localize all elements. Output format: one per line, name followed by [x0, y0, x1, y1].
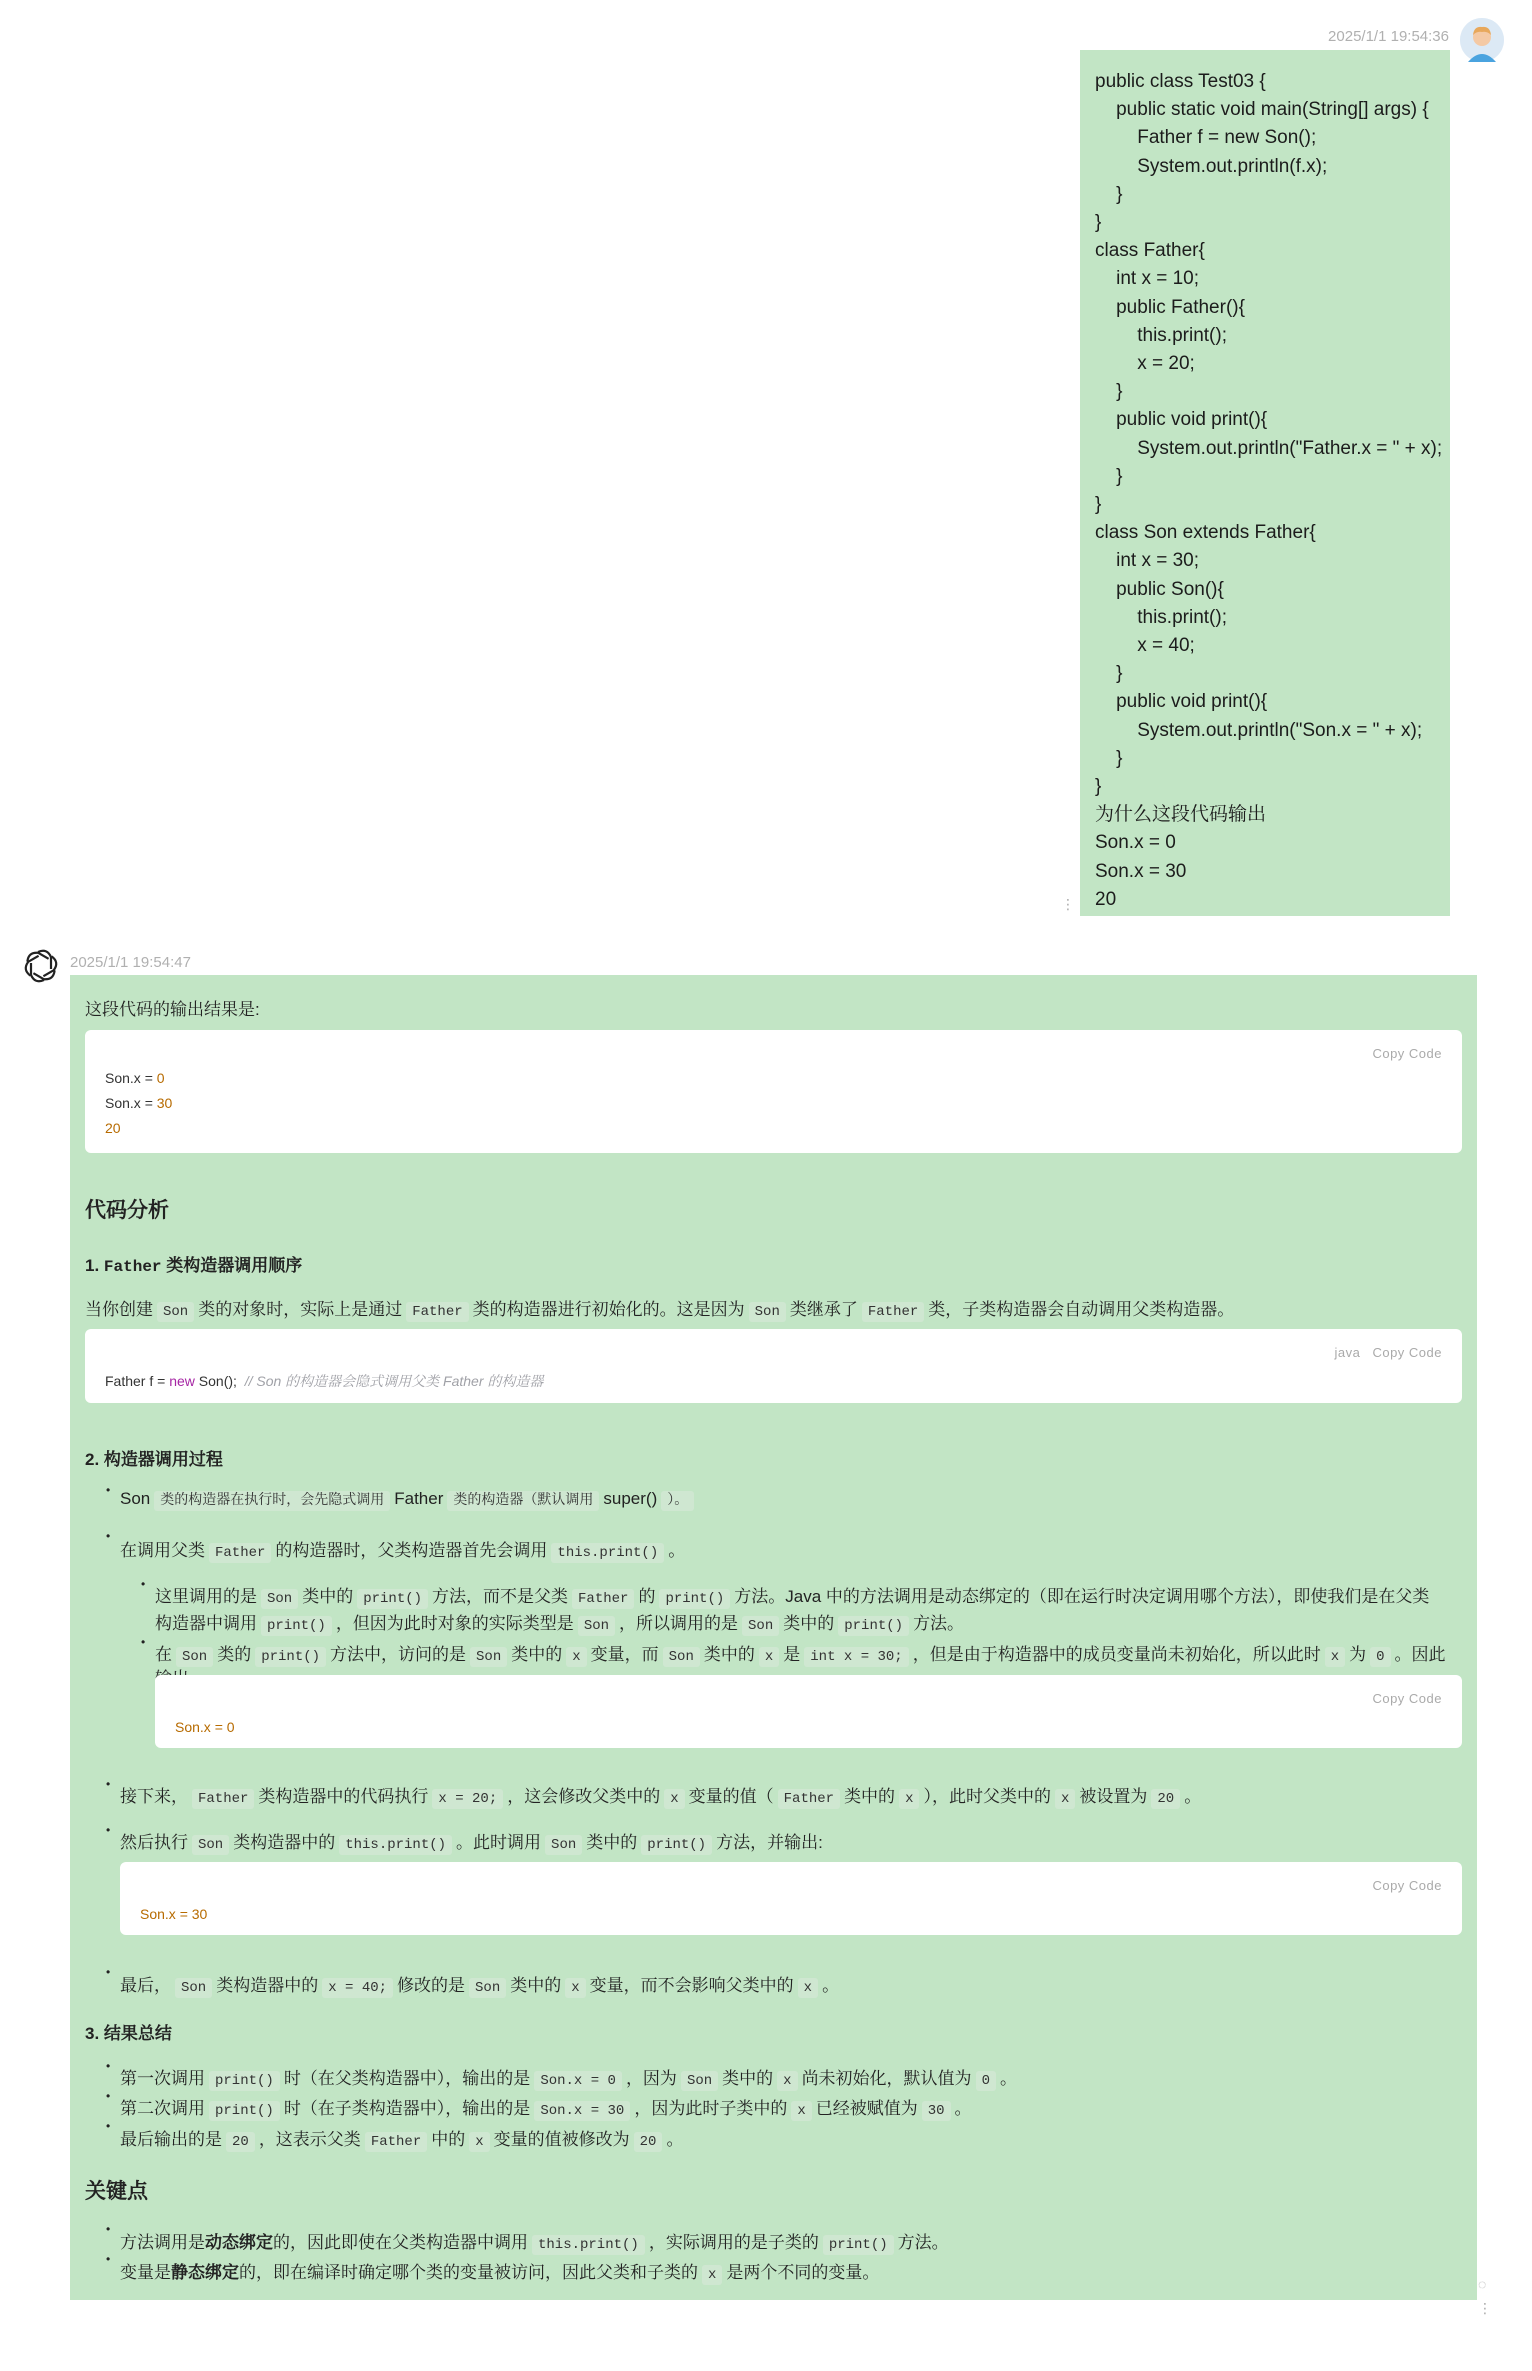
inline-code: print() [209, 2071, 280, 2091]
text-segment: 。 [999, 2069, 1017, 2088]
inline-code: print() [261, 1616, 332, 1636]
inline-code: ）。 [661, 1491, 694, 1511]
copy-code-button[interactable]: Copy Code [1372, 1691, 1442, 1706]
text-segment: Son [120, 1489, 151, 1508]
inline-code: int x = 30; [804, 1647, 908, 1667]
inline-code: Son [470, 1647, 507, 1667]
user-message-line: class Son extends Father{ [1095, 522, 1316, 544]
inline-code: Son [578, 1616, 615, 1636]
text-segment: ，实际调用的是子类的 [648, 2233, 819, 2252]
user-message-bubble [1080, 50, 1450, 916]
key-point-2 [120, 2258, 879, 2283]
user-message-line: } [1095, 747, 1123, 769]
text-segment: 类，子类构造器会自动调用父类构造器。 [928, 1300, 1235, 1319]
text-segment: 类中的 [783, 1614, 835, 1633]
inline-code: Son [749, 1302, 786, 1322]
text-segment: 的 [638, 1587, 656, 1606]
inline-code: x [798, 1978, 818, 1998]
user-message-line: 为什么这段代码输出 [1095, 804, 1267, 826]
text-segment: 类构造器中的 [233, 1833, 336, 1852]
inline-code: Son [261, 1589, 298, 1609]
user-message-line: public Son(){ [1095, 578, 1224, 600]
text-segment: 类构造器中的代码执行 [258, 1787, 429, 1806]
text-segment: 。 [1184, 1787, 1202, 1806]
inline-code: Father [862, 1302, 924, 1322]
text-segment: 。 [822, 1976, 840, 1995]
user-message-line: } [1095, 776, 1102, 798]
inline-code: Father [406, 1302, 468, 1322]
copy-code-button[interactable]: Copy Code [1372, 1345, 1442, 1360]
text-segment: 的，即在编译时确定哪个类的变量被访问，因此父类和子类的 [239, 2263, 698, 2282]
user-message-line: public static void main(String[] args) { [1095, 99, 1429, 121]
inline-code: Father [778, 1789, 840, 1809]
inline-code: Son [681, 2071, 718, 2091]
inline-code: Son [157, 1302, 194, 1322]
text-segment: 然后执行 [120, 1833, 188, 1852]
inline-code: Son.x = 0 [534, 2071, 622, 2091]
text-segment: 方法，并输出: [716, 1833, 823, 1852]
text-segment: 接下来， [120, 1787, 188, 1806]
inline-code: x [566, 1647, 586, 1667]
inline-code: 20 [634, 2132, 663, 2152]
user-message-line: } [1095, 381, 1123, 403]
inline-code: Father [209, 1543, 271, 1563]
text-segment: ），此时父类中的 [923, 1787, 1051, 1806]
inline-code: print() [255, 1647, 326, 1667]
text-segment: 变量，而不会影响父类中的 [589, 1976, 794, 1995]
section2-sub-bullet-2-tail [155, 1664, 194, 1673]
section2-heading: 2. 构造器调用过程 [85, 1450, 223, 1469]
inline-code: x [899, 1789, 919, 1809]
text-segment: 最后输出的是 [120, 2130, 222, 2149]
text-segment: 方法中，访问的是 [330, 1645, 467, 1664]
text-segment: ，但因为此时对象的实际类型是 [335, 1614, 574, 1633]
user-message-line: class Father{ [1095, 240, 1205, 262]
inline-code: print() [641, 1835, 712, 1855]
text-segment: 方法。 [897, 2233, 949, 2252]
inline-code: Father [572, 1589, 634, 1609]
text-segment: ，这表示父类 [258, 2130, 361, 2149]
user-message-line: System.out.println("Son.x = " + x); [1095, 719, 1423, 741]
text-segment: 的构造器时，父类构造器首先会调用 [275, 1541, 548, 1560]
assistant-message-more-icon[interactable]: ⋮ [1478, 2300, 1492, 2316]
assistant-message-timestamp: 2025/1/1 19:54:47 [70, 954, 191, 971]
user-message-line: } [1095, 663, 1123, 685]
inline-code: Son [663, 1647, 700, 1667]
intro-text: 这段代码的输出结果是: [85, 1000, 260, 1019]
inline-code: 0 [976, 2071, 996, 2091]
bold-term: 动态绑定 [205, 2233, 273, 2252]
text-segment: 类中的 [722, 2069, 774, 2088]
inline-code: this.print() [551, 1543, 664, 1563]
section1-heading: 1. Father 类构造器调用顺序 [85, 1256, 303, 1276]
text-segment: 变量的值（ [688, 1787, 774, 1806]
user-message-more-icon[interactable]: ⋮ [1061, 896, 1075, 912]
text-segment: 第一次调用 [120, 2069, 205, 2088]
text-segment: 类中的 [703, 1645, 755, 1664]
section2-bullet-3 [120, 1782, 1201, 1807]
text-segment: 中的 [431, 2130, 466, 2149]
text-segment: 类中的 [510, 1976, 562, 1995]
text-segment: 。 [954, 2099, 972, 2118]
text-segment: 被设置为 [1079, 1787, 1148, 1806]
inline-code: Son [175, 1978, 212, 1998]
inline-code: 类的构造器在执行时，会先隐式调用 [154, 1491, 390, 1511]
text-segment: 方法调用是 [120, 2233, 205, 2252]
inline-code: 0 [1370, 1647, 1390, 1667]
section2-sub-bullet-2 [155, 1640, 1446, 1665]
inline-code: Son [192, 1835, 229, 1855]
user-message-line: public class Test03 { [1095, 71, 1266, 92]
inline-code: 20 [226, 2132, 255, 2152]
inline-code: 20 [1151, 1789, 1180, 1809]
inline-code: this.print() [532, 2235, 645, 2255]
output-code-block-2: Copy Code Son.x = 30 [120, 1862, 1462, 1935]
section2-bullet-2 [120, 1536, 685, 1561]
text-segment: Father [394, 1489, 444, 1508]
text-segment: 方法。Java 中的方法调用是动态绑定的（即在运行时决定调用哪个方法），即使我们是在父类 [734, 1587, 1430, 1606]
section1-paragraph [85, 1295, 1234, 1320]
text-segment: 在调用父类 [120, 1541, 205, 1560]
text-segment: 类中的 [511, 1645, 563, 1664]
text-segment: 第二次调用 [120, 2099, 205, 2118]
text-segment: 类中的 [844, 1787, 896, 1806]
inline-code: x [777, 2071, 797, 2091]
user-message-line: Son.x = 0 [1095, 832, 1176, 854]
inline-code: Father [192, 1789, 254, 1809]
inline-code: x [1055, 1789, 1075, 1809]
user-message-line: System.out.println("Father.x = " + x); [1095, 437, 1443, 459]
section2-sub-bullet-1b [155, 1609, 964, 1634]
text-segment: 时（在子类构造器中），输出的是 [283, 2099, 531, 2118]
user-message-line: } [1095, 183, 1123, 205]
output-code-block: Copy Code Son.x = 0 Son.x = 30 20 [85, 1030, 1462, 1153]
user-message-line: public Father(){ [1095, 296, 1245, 318]
text-segment: 类中的 [586, 1833, 638, 1852]
text-segment: 类的对象时，实际上是通过 [198, 1300, 403, 1319]
text-segment: ，这会修改父类中的 [507, 1787, 661, 1806]
text-segment: 方法，而不是父类 [432, 1587, 569, 1606]
text-segment: 变量的值被修改为 [493, 2130, 630, 2149]
inline-code: Father [365, 2132, 427, 2152]
inline-code: print() [209, 2101, 280, 2121]
text-segment: 时（在父类构造器中），输出的是 [283, 2069, 531, 2088]
user-message-timestamp: 2025/1/1 19:54:36 [1328, 28, 1449, 45]
text-segment: 类继承了 [789, 1300, 858, 1319]
text-segment: 在 [155, 1645, 172, 1664]
inline-code: print() [357, 1589, 428, 1609]
text-segment: 类的 [217, 1645, 252, 1664]
inline-code: this.print() [339, 1835, 452, 1855]
text-segment: 当你创建 [85, 1300, 153, 1319]
text-segment: 最后， [120, 1976, 171, 1995]
analysis-heading: 代码分析 [85, 1199, 169, 1222]
inline-code: Son.x = 30 [534, 2101, 630, 2121]
text-segment: 类的构造器进行初始化的。这是因为 [472, 1300, 745, 1319]
text-segment: 。此时调用 [456, 1833, 542, 1852]
user-message-line: public void print(){ [1095, 409, 1268, 431]
inline-code: Son [469, 1978, 506, 1998]
user-message-line: System.out.println(f.x); [1095, 155, 1328, 177]
user-message-line: Father f = new Son(); [1095, 127, 1317, 149]
text-segment: 修改的是 [397, 1976, 466, 1995]
section2-bullet-1 [120, 1489, 698, 1509]
regenerate-icon[interactable]: ◌ [1478, 2276, 1487, 2292]
section2-bullet-5 [120, 1971, 839, 1996]
inline-code: Son [545, 1835, 582, 1855]
user-message-line: x = 40; [1095, 635, 1195, 657]
inline-code: x [664, 1789, 684, 1809]
inline-code: 类的构造器（默认调用 [447, 1491, 599, 1511]
user-avatar-icon[interactable] [1460, 18, 1504, 62]
key-points-heading: 关键点 [85, 2180, 148, 2203]
assistant-message-bubble: 这段代码的输出结果是: Copy Code Son.x = 0 Son.x = 30 20 代码分析 1. Father 类构造器调用顺序 当你创建 Son 类的对象时，实际上是通过 Father 类的构造器进行初始化的。这是因为 Son 类继承了 Father 类，子类构造器会自动调用父类构造器。 java Copy Code Father f = new Son(); // Son 的构造器会隐式调用父类 Father 的构造器 2. 构造器调用过程 • Son 类的构造器在执行时，会先隐式调用 Father 类的构造器（默认调用 super() ）。 • 在调用父类 Father 的构造器时，父类构造器首先会调用 this.print() 。 • 这里调用的是 Son 类中的 print() 方法，而不是父类 Father 的 print() 方法。Java 中的方法调用是动态绑定的（即在运行时决定调用哪个方法），即使我们是在父类 构造器中调用 print() ，但因为此时对象的实际类型是 Son ，所以调用的是 Son 类中的 print() 方法。 • 在 Son 类的 print() 方法中，访问的是 Son 类中的 x 变量，而 Son 类中的 x 是 int x = 30; ，但是由于构造器中的成员变量尚未初始化，所以此时 x 为 0 。因此 Copy Code Son.x = 0 • 接下来， Father 类构造器中的代码执行 x = 20; ，这会修改父类中的 x 变量的值（ Father 类中的 x ），此时父类中的 x 被设置为 20 。 • 然后执行 Son 类构造器中的 this.print() 。此时调用 Son 类中的 print() 方法，并输出: Copy Code Son.x = 30 • 最后， Son 类构造器中的 x = 40; 修改的是 Son 类中的 x 变量，而不会影响父类中的 x 。 3. 结果总结 • 第一次调用 print() 时（在父类构造器中），输出的是 Son.x = 0 ，因为 Son 类中的 x 尚未初始化，默认值为 0 。 • 第二次调用 print() 时（在子类构造器中），输出的是 Son.x = 30 ，因为此时子类中的 x 已经被赋值为 30 。 • 最后输出的是 20 ，这表示父类 Father 中的 x 变量的值被修改为 20 。 关键点 • 方法调用是动态绑定的，因此即使在父类构造器中调用 this.print() ，实际调用的是子类的 print() 方法。 • 变量是静态绑定的，即在编译时确定哪个类的变量被访问，因此父类和子类的 x 是两个不同的变量。 [70, 975, 1477, 2300]
user-message-line: int x = 10; [1095, 268, 1200, 290]
language-label: java [1334, 1345, 1361, 1360]
user-message-line: int x = 30; [1095, 550, 1200, 572]
user-message-line: this.print(); [1095, 324, 1227, 346]
text-segment: 构造器中调用 [155, 1614, 257, 1633]
text-segment: 变量，而 [590, 1645, 659, 1664]
user-message-line: } [1095, 494, 1102, 516]
text-segment: ，因为此时子类中的 [634, 2099, 788, 2118]
text-segment: 变量是 [120, 2263, 171, 2282]
user-message-line: public void print(){ [1095, 691, 1268, 713]
assistant-logo-icon [21, 946, 61, 986]
text-segment: 尚未初始化，默认值为 [801, 2069, 972, 2088]
inline-code: x = 20; [432, 1789, 503, 1809]
text-segment: 是 [783, 1645, 801, 1664]
inline-code: x [565, 1978, 585, 1998]
user-message-line: } [1095, 465, 1123, 487]
inline-code: print() [838, 1616, 909, 1636]
inline-code: x [469, 2132, 489, 2152]
inline-code: x = 40; [322, 1978, 393, 1998]
section2-bullet-4 [120, 1828, 823, 1853]
copy-code-button[interactable]: Copy Code [1372, 1878, 1442, 1893]
user-message-line: } [1095, 212, 1102, 234]
text-segment: 已经被赋值为 [815, 2099, 918, 2118]
section3-bullet-2 [120, 2094, 972, 2119]
key-point-1 [120, 2228, 949, 2253]
inline-code: x [1325, 1647, 1345, 1667]
inline-code: Son [176, 1647, 213, 1667]
section3-bullet-1 [120, 2064, 1017, 2089]
text-segment: ，所以调用的是 [619, 1614, 739, 1633]
text-segment: 。 [666, 2130, 684, 2149]
user-message-line: 20 [1095, 888, 1117, 910]
inline-code: x [702, 2265, 722, 2285]
user-message-line: this.print(); [1095, 606, 1227, 628]
text-segment: 方法。 [913, 1614, 965, 1633]
text-segment: 这里调用的是 [155, 1587, 257, 1606]
text-segment: 。因此 [1394, 1645, 1446, 1664]
text-segment: ，因为 [625, 2069, 677, 2088]
section3-bullet-3 [120, 2125, 683, 2150]
text-segment: 类构造器中的 [216, 1976, 319, 1995]
inline-code: Son [742, 1616, 779, 1636]
inline-code: 30 [922, 2101, 951, 2121]
section2-sub-bullet-1a [155, 1582, 1429, 1607]
user-message-line: x = 20; [1095, 353, 1195, 375]
bold-term: 静态绑定 [171, 2263, 239, 2282]
output-code-block-1: Copy Code Son.x = 0 [155, 1675, 1462, 1748]
inline-code: x [759, 1647, 779, 1667]
inline-code: print() [823, 2235, 894, 2255]
text-segment: ，但是由于构造器中的成员变量尚未初始化，所以此时 [912, 1645, 1321, 1664]
text-segment: 的，因此即使在父类构造器中调用 [273, 2233, 528, 2252]
text-segment: 类中的 [302, 1587, 354, 1606]
section3-heading: 3. 结果总结 [85, 2024, 172, 2043]
text-segment: super() [603, 1489, 658, 1508]
inline-code: print() [659, 1589, 730, 1609]
text-segment: 是两个不同的变量。 [726, 2263, 880, 2282]
text-segment: 为 [1349, 1645, 1367, 1664]
user-message-line: Son.x = 30 [1095, 860, 1187, 882]
copy-code-button[interactable]: Copy Code [1372, 1046, 1442, 1061]
inline-code: x [791, 2101, 811, 2121]
java-code-block: java Copy Code Father f = new Son(); // Son 的构造器会隐式调用父类 Father 的构造器 [85, 1329, 1462, 1403]
text-segment: 。 [668, 1541, 686, 1560]
